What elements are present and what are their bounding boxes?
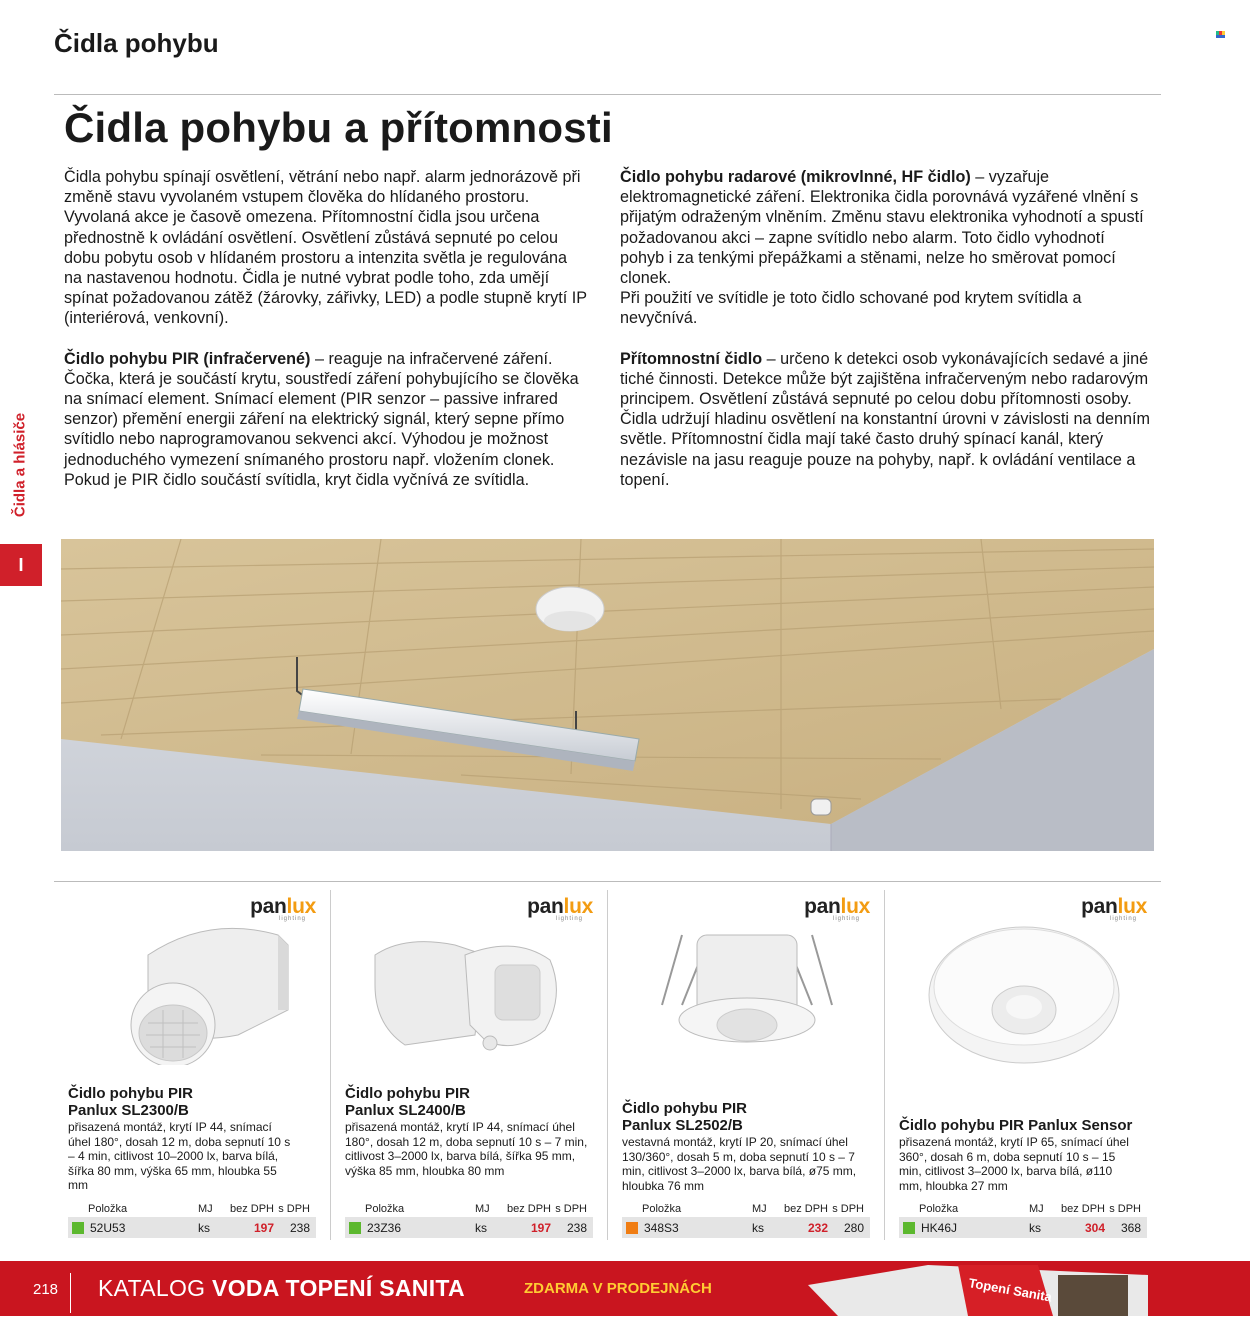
panlux-logo: panlux lighting	[1081, 895, 1147, 922]
price-table: Položka MJ bez DPH s DPH 23Z36 ks 197 238	[345, 1201, 593, 1238]
product-name: Čidlo pohybu PIR Panlux Sensor	[899, 1117, 1133, 1134]
item-code: 52U53	[90, 1220, 126, 1235]
radar-note: Při použití ve svítidle je toto čidlo schované pod krytem svítidla a nevyčnívá.	[620, 289, 1082, 328]
price-gross: 368	[1120, 1220, 1141, 1235]
product-description: přisazená montáž, krytí IP 44, snímací úhel 180°, dosah 12 m, doba sepnutí 10 s – 7 min, citlivost 3–2000 lx, barva bílá, šířka 95 mm, výška 85 mm, hloubka 80 mm	[345, 1120, 588, 1178]
price-net: 197	[253, 1220, 274, 1235]
product-description: přisazená montáž, krytí IP 44, snímací úhel 180°, dosah 12 m, doba sepnutí 10 s – 4 min, citlivost 10–2000 lx, barva bílá, šířka 80 mm, výška 65 mm, hloubka 55 mm	[68, 1120, 291, 1193]
product-separator	[607, 890, 608, 1240]
product-card	[68, 885, 316, 1245]
price-net: 232	[807, 1220, 828, 1235]
product-image	[88, 915, 298, 1065]
product-card	[622, 885, 870, 1245]
product-image	[642, 915, 852, 1065]
page-number: 218	[33, 1281, 59, 1298]
price-table: Položka MJ bez DPH s DPH 348S3 ks 232 280	[622, 1201, 870, 1238]
price-gross: 238	[289, 1220, 310, 1235]
item-code: 23Z36	[367, 1220, 402, 1235]
product-separator	[884, 890, 885, 1240]
radar-heading: Čidlo pohybu radarové (mikrovlnné, HF čidlo)	[620, 168, 971, 186]
product-card	[899, 885, 1147, 1245]
right-text-column	[620, 167, 1150, 510]
product-image	[365, 915, 575, 1065]
availability-square-icon	[72, 1222, 84, 1234]
pir-heading: Čidlo pohybu PIR (infračervené)	[64, 349, 311, 368]
catalog-cover-image	[808, 1265, 1148, 1316]
product-description: vestavná montáž, krytí IP 20, snímací úhel 130/360°, dosah 5 m, doba sepnutí 10 s – 7 min, citlivost 3–2000 lx, barva bílá, ø75 mm, hloubka 76 mm	[622, 1135, 857, 1193]
item-code: HK46J	[921, 1220, 958, 1235]
price-row: HK46J ks 304 368	[899, 1217, 1147, 1238]
pir-paragraph: Čidlo pohybu PIR (infračervené) – reaguje na infračervené záření. Čočka, která je součástí krytu, soustředí záření pohybujícího se člověka na snímací element. Snímací element (PIR senzor – passive infrared senzor) přemění energii záření na elektrický signál, který sepne přímo svítidlo nebo naprogramovanou sekvenci akcí. Výhodou je možnost jednoduchého vymezení snímaného prostoru např. vložením clonek.	[64, 349, 579, 469]
page-headline: Čidla pohybu a přítomnosti	[64, 104, 613, 151]
free-in-stores-text[interactable]: ZDARMA V PRODEJNÁCH	[524, 1280, 712, 1297]
footer-banner	[0, 1261, 1250, 1316]
item-code: 348S3	[644, 1220, 679, 1235]
presence-paragraph: Přítomnostní čidlo – určeno k detekci osob vykonávajících sedavé a jiné tiché činnosti. Detekce může být zajištěna infračerveným nebo radarovým principem. Osvětlení zůstává sepnuté po celou dobu přítomnosti osoby. Čidla udržují hladinu osvětlení na konstantní úrovni v závislosti na denním světle. Přítomnostní čidla mají také často druhý spínací kanál, který nezávisle na jasu reaguje pouze na pohyby, např. k ovládání ventilace a topení.	[620, 349, 1150, 489]
availability-square-icon	[626, 1222, 638, 1234]
footer-divider	[70, 1273, 71, 1313]
catalog-cover-text: Topení Sanita	[967, 1275, 1054, 1305]
catalog-title: KATALOG VODA TOPENÍ SANITA	[98, 1275, 465, 1301]
radar-paragraph: Čidlo pohybu radarové (mikrovlnné, HF čidlo) – vyzařuje elektromagnetické záření. Elektronika čidla porovnává vyzářené vlnění s přijatým odraženým vlněním. Změnu stavu elektronika vyhodnotí a spustí požadovanou akci – zapne svítidlo nebo alarm. Toto čidlo vyhodnotí pohyb i za tenkými přepážkami a stěnami, nelze ho směrovat pomocí clonek.	[620, 168, 1144, 288]
top-divider	[54, 94, 1161, 95]
corner-logo-icon	[1216, 26, 1226, 34]
product-card	[345, 885, 593, 1245]
product-name: Čidlo pohybu PIR Panlux SL2300/B	[68, 1085, 193, 1119]
presence-heading: Přítomnostní čidlo	[620, 349, 763, 368]
price-net: 197	[530, 1220, 551, 1235]
pir-note: Pokud je PIR čidlo součástí svítidla, kryt čidla vyčnívá ze svítidla.	[64, 470, 530, 489]
price-net: 304	[1084, 1220, 1105, 1235]
product-image	[919, 915, 1129, 1065]
price-table: Položka MJ bez DPH s DPH HK46J ks 304 368	[899, 1201, 1147, 1238]
products-divider	[54, 881, 1161, 882]
price-table: Položka MJ bez DPH s DPH 52U53 ks 197 238	[68, 1201, 316, 1238]
panlux-logo: panlux lighting	[250, 895, 316, 922]
product-separator	[330, 890, 331, 1240]
ceiling-photo	[61, 539, 1154, 851]
price-row: 348S3 ks 232 280	[622, 1217, 870, 1238]
product-name: Čidlo pohybu PIR Panlux SL2400/B	[345, 1085, 470, 1119]
product-description: přisazená montáž, krytí IP 65, snímací úhel 360°, dosah 6 m, doba sepnutí 10 s – 15 min, citlivost 3–2000 lx, barva bílá, ø110 mm, hloubka 27 mm	[899, 1135, 1129, 1193]
price-row: 23Z36 ks 197 238	[345, 1217, 593, 1238]
availability-square-icon	[903, 1222, 915, 1234]
section-title: Čidla pohybu	[54, 28, 219, 58]
side-category-label: Čidla a hlásiče	[11, 412, 29, 518]
side-tab: I	[0, 544, 42, 586]
panlux-logo: panlux lighting	[527, 895, 593, 922]
price-gross: 280	[843, 1220, 864, 1235]
price-row: 52U53 ks 197 238	[68, 1217, 316, 1238]
panlux-logo: panlux lighting	[804, 895, 870, 922]
left-text-column	[64, 167, 589, 510]
product-name: Čidlo pohybu PIR Panlux SL2502/B	[622, 1100, 747, 1134]
availability-square-icon	[349, 1222, 361, 1234]
price-gross: 238	[566, 1220, 587, 1235]
intro-paragraph: Čidla pohybu spínají osvětlení, větrání nebo např. alarm jednorázově při změně stavu vyvolaném vstupem člověka do hlídaného prostoru. Vyvolaná akce je časově omezena. Přítomnostní čidla jsou určena přednostně k ovládání osvětlení. Osvětlení zůstává sepnuté po celou dobu pobytu osob v hlídaném prostoru a intenzita světla je regulována na nastavenou hodnotu. Čidla je nutné vybrat podle toho, zda umějí spínat požadovanou zátěž (žárovky, zářivky, LED) a podle stupně krytí IP (interiérová, venkovní).	[64, 168, 587, 328]
